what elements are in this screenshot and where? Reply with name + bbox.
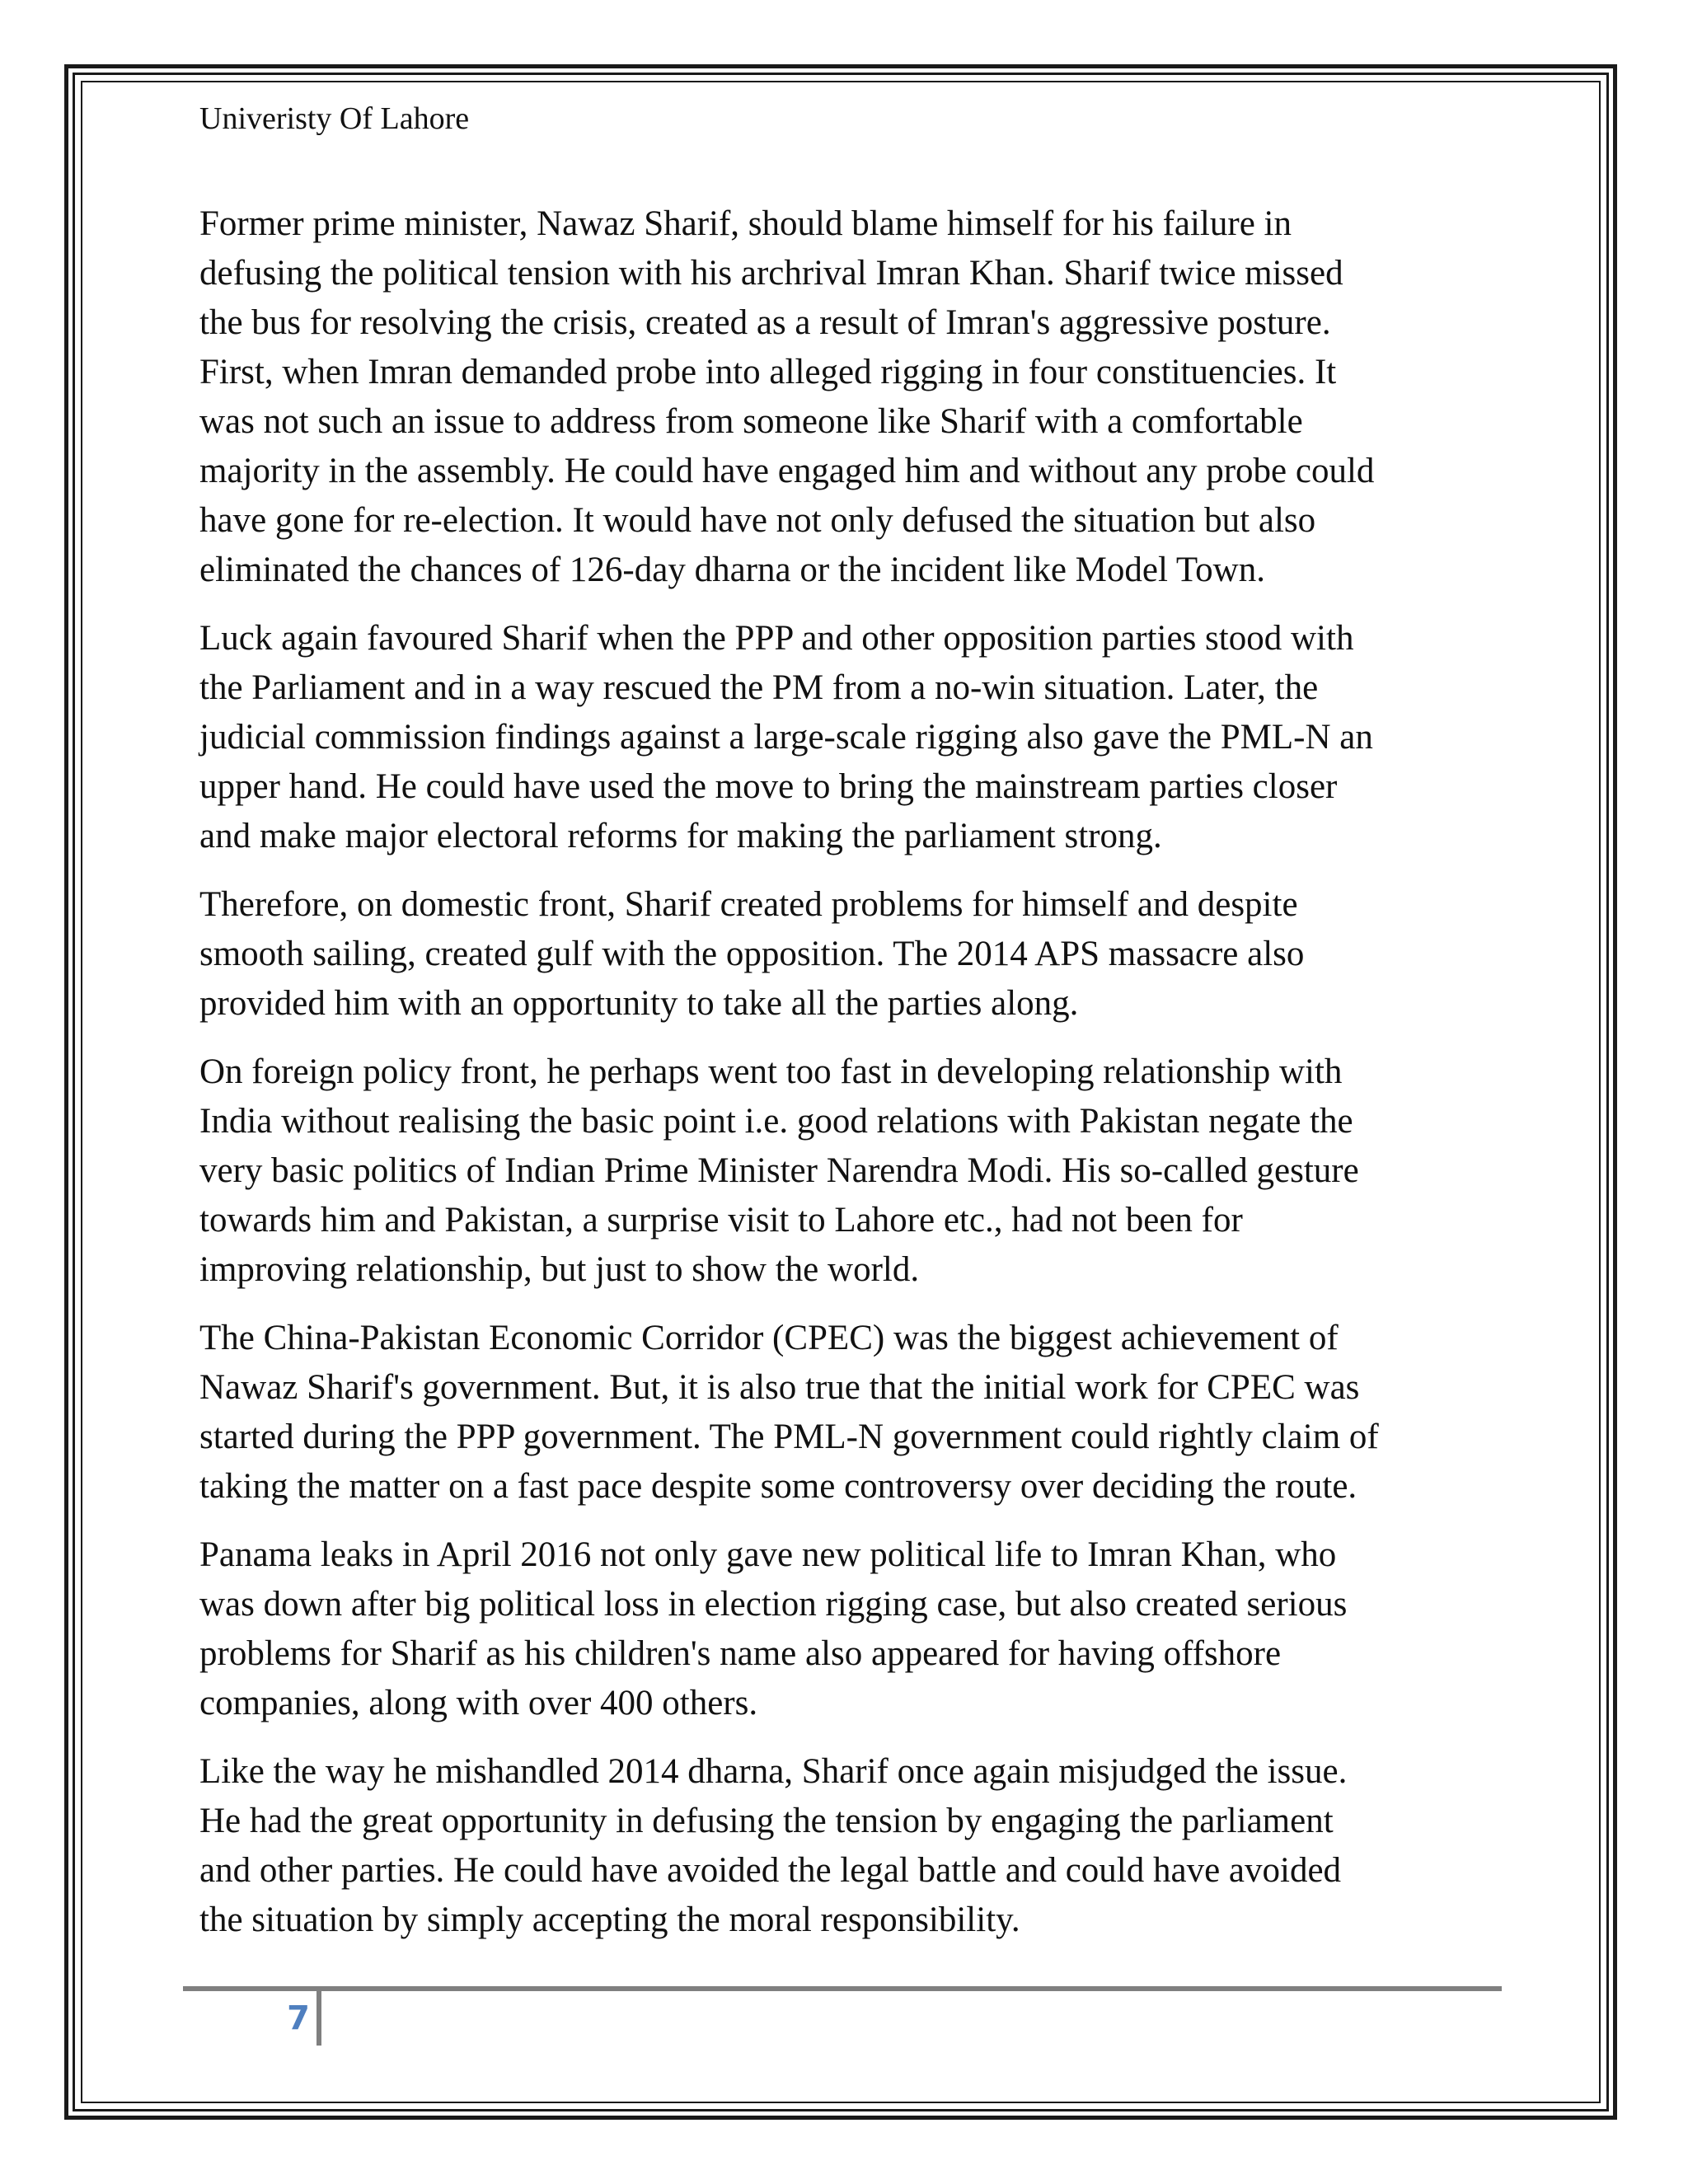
text-line: Therefore, on domestic front, Sharif created problems for himself and despite xyxy=(199,885,1298,924)
text-line: smooth sailing, created gulf with the opposition. The 2014 APS massacre also xyxy=(199,935,1305,973)
text-line: upper hand. He could have used the move to bring the mainstream parties closer xyxy=(199,767,1338,806)
text-line: majority in the assembly. He could have engaged him and without any probe could xyxy=(199,452,1375,490)
text-line: problems for Sharif as his children's name also appeared for having offshore xyxy=(199,1634,1282,1673)
paragraph xyxy=(199,1314,1502,1511)
paragraph xyxy=(199,614,1502,861)
text-line: the bus for resolving the crisis, created as a result of Imran's aggressive posture. xyxy=(199,303,1331,342)
text-line: Former prime minister, Nawaz Sharif, should blame himself for his failure in xyxy=(199,204,1292,243)
paragraph xyxy=(199,1530,1502,1728)
text-line: and make major electoral reforms for making the parliament strong. xyxy=(199,817,1162,855)
text-line: The China-Pakistan Economic Corridor (CPEC) was the biggest achievement of xyxy=(199,1319,1339,1357)
document-body xyxy=(199,199,1502,1964)
text-line: was down after big political loss in election rigging case, but also created serious xyxy=(199,1585,1348,1624)
text-line: On foreign policy front, he perhaps went too fast in developing relationship with xyxy=(199,1052,1343,1091)
text-line: and other parties. He could have avoided the legal battle and could have avoided xyxy=(199,1851,1342,1890)
text-line: eliminated the chances of 126-day dharna or the incident like Model Town. xyxy=(199,551,1265,589)
text-line: improving relationship, but just to show the world. xyxy=(199,1250,920,1289)
text-line: companies, along with over 400 others. xyxy=(199,1684,758,1722)
paragraph xyxy=(199,1747,1502,1945)
text-line: First, when Imran demanded probe into alleged rigging in four constituencies. It xyxy=(199,353,1337,391)
text-line: very basic politics of Indian Prime Minister Narendra Modi. His so-called gesture xyxy=(199,1151,1359,1190)
text-line: judicial commission findings against a large-scale rigging also gave the PML-N an xyxy=(199,718,1373,757)
page-number: 7 xyxy=(287,1999,310,2037)
text-line: started during the PPP government. The PML-N government could rightly claim of xyxy=(199,1418,1379,1456)
text-line: provided him with an opportunity to take all the parties along. xyxy=(199,984,1079,1023)
text-line: defusing the political tension with his archrival Imran Khan. Sharif twice missed xyxy=(199,254,1343,293)
running-header: Univeristy Of Lahore xyxy=(199,101,470,136)
text-line: was not such an issue to address from someone like Sharif with a comfortable xyxy=(199,402,1303,441)
text-line: the Parliament and in a way rescued the PM from a no-win situation. Later, the xyxy=(199,668,1319,707)
text-line: Like the way he mishandled 2014 dharna, Sharif once again misjudged the issue. xyxy=(199,1752,1348,1791)
text-line: He had the great opportunity in defusing the tension by engaging the parliament xyxy=(199,1802,1334,1840)
paragraph xyxy=(199,880,1502,1029)
text-line: Luck again favoured Sharif when the PPP and other opposition parties stood with xyxy=(199,619,1354,658)
paragraph xyxy=(199,199,1502,595)
text-line: India without realising the basic point i.e. good relations with Pakistan negate the xyxy=(199,1102,1353,1141)
text-line: Panama leaks in April 2016 not only gave new political life to Imran Khan, who xyxy=(199,1535,1337,1574)
text-line: Nawaz Sharif's government. But, it is also true that the initial work for CPEC was xyxy=(199,1368,1360,1407)
text-line: have gone for re-election. It would have not only defused the situation but also xyxy=(199,501,1316,540)
paragraph xyxy=(199,1047,1502,1295)
text-line: taking the matter on a fast pace despite some controversy over deciding the route. xyxy=(199,1467,1357,1506)
footer-rule xyxy=(183,1986,1502,1991)
footer-divider xyxy=(316,1991,321,2046)
text-line: the situation by simply accepting the moral responsibility. xyxy=(199,1900,1020,1939)
text-line: towards him and Pakistan, a surprise visit to Lahore etc., had not been for xyxy=(199,1201,1243,1240)
